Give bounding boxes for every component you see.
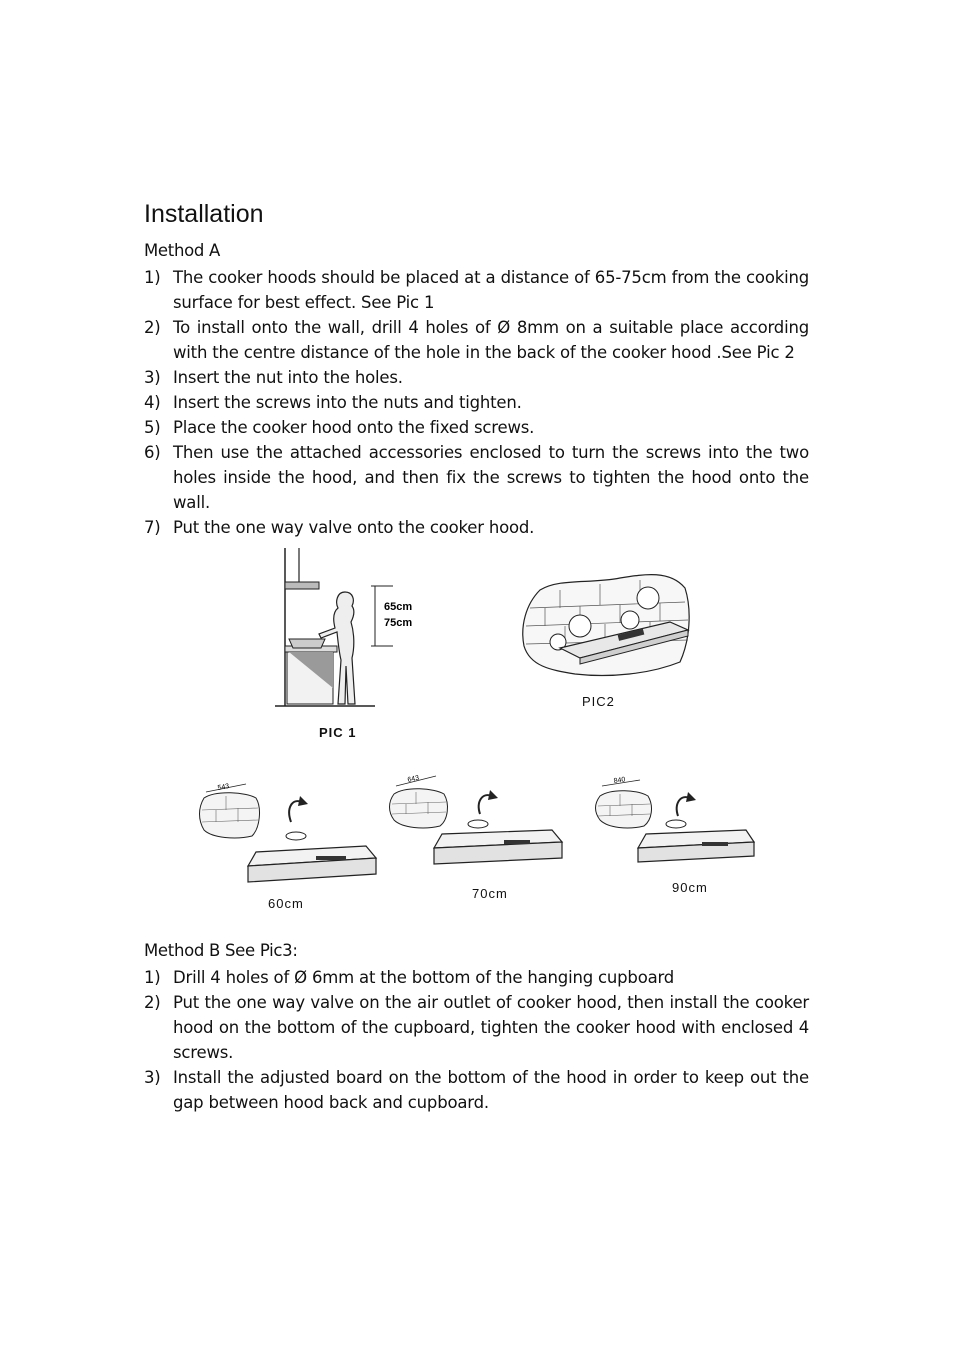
method-b-heading: Method B See Pic3: (144, 941, 298, 960)
page-title: Installation (144, 200, 264, 228)
method-b-steps (144, 965, 809, 1115)
list-item: 5) Place the cooker hood onto the fixed screws. (144, 418, 535, 437)
hood-70-illustration (388, 768, 568, 878)
pic1-illustration (275, 548, 425, 713)
method-a-heading: Method A (144, 241, 221, 260)
hood-90-dim: 840 (613, 776, 626, 785)
pic2-caption: PIC2 (582, 694, 615, 709)
pic2-illustration (520, 570, 695, 685)
list-item: 2) Put the one way valve on the air outlet of cooker hood, then install the cooker hood on the bottom of the cupboard, tighten the cooker hood with enclosed 4 screws. (144, 993, 809, 1062)
list-item: 3) Insert the nut into the holes. (144, 368, 403, 387)
list-item: 1) Drill 4 holes of Ø 6mm at the bottom of the hanging cupboard (144, 968, 675, 987)
hood-90-illustration (594, 772, 764, 877)
hood-60-illustration (196, 778, 386, 888)
pic1-caption: PIC 1 (319, 725, 357, 740)
hood-70-dim: 643 (406, 774, 420, 784)
list-item: 7) Put the one way valve onto the cooker hood. (144, 518, 535, 537)
pic1-dim-bottom: 75cm (384, 617, 413, 629)
list-item: 6) Then use the attached accessories enclosed to turn the screws into the two holes inside the hood, and then fix the screws to tighten the hood onto the wall. (144, 443, 809, 512)
hood-60-dim: 543 (217, 783, 230, 792)
hood-60-caption: 60cm (268, 896, 304, 911)
hood-70-caption: 70cm (472, 886, 508, 901)
list-item: 1) The cooker hoods should be placed at a distance of 65-75cm from the cooking surface for best effect. See Pic 1 (144, 268, 809, 312)
list-item: 4) Insert the screws into the nuts and tighten. (144, 393, 522, 412)
list-item: 2) To install onto the wall, drill 4 holes of Ø 8mm on a suitable place according with the centre distance of the hole in the back of the cooker hood .See Pic 2 (144, 318, 809, 362)
method-a-steps (144, 265, 809, 540)
pic1-dim-top: 65cm (384, 601, 413, 613)
list-item: 3) Install the adjusted board on the bottom of the hood in order to keep out the gap between hood back and cupboard. (144, 1068, 809, 1112)
hood-90-caption: 90cm (672, 880, 708, 895)
